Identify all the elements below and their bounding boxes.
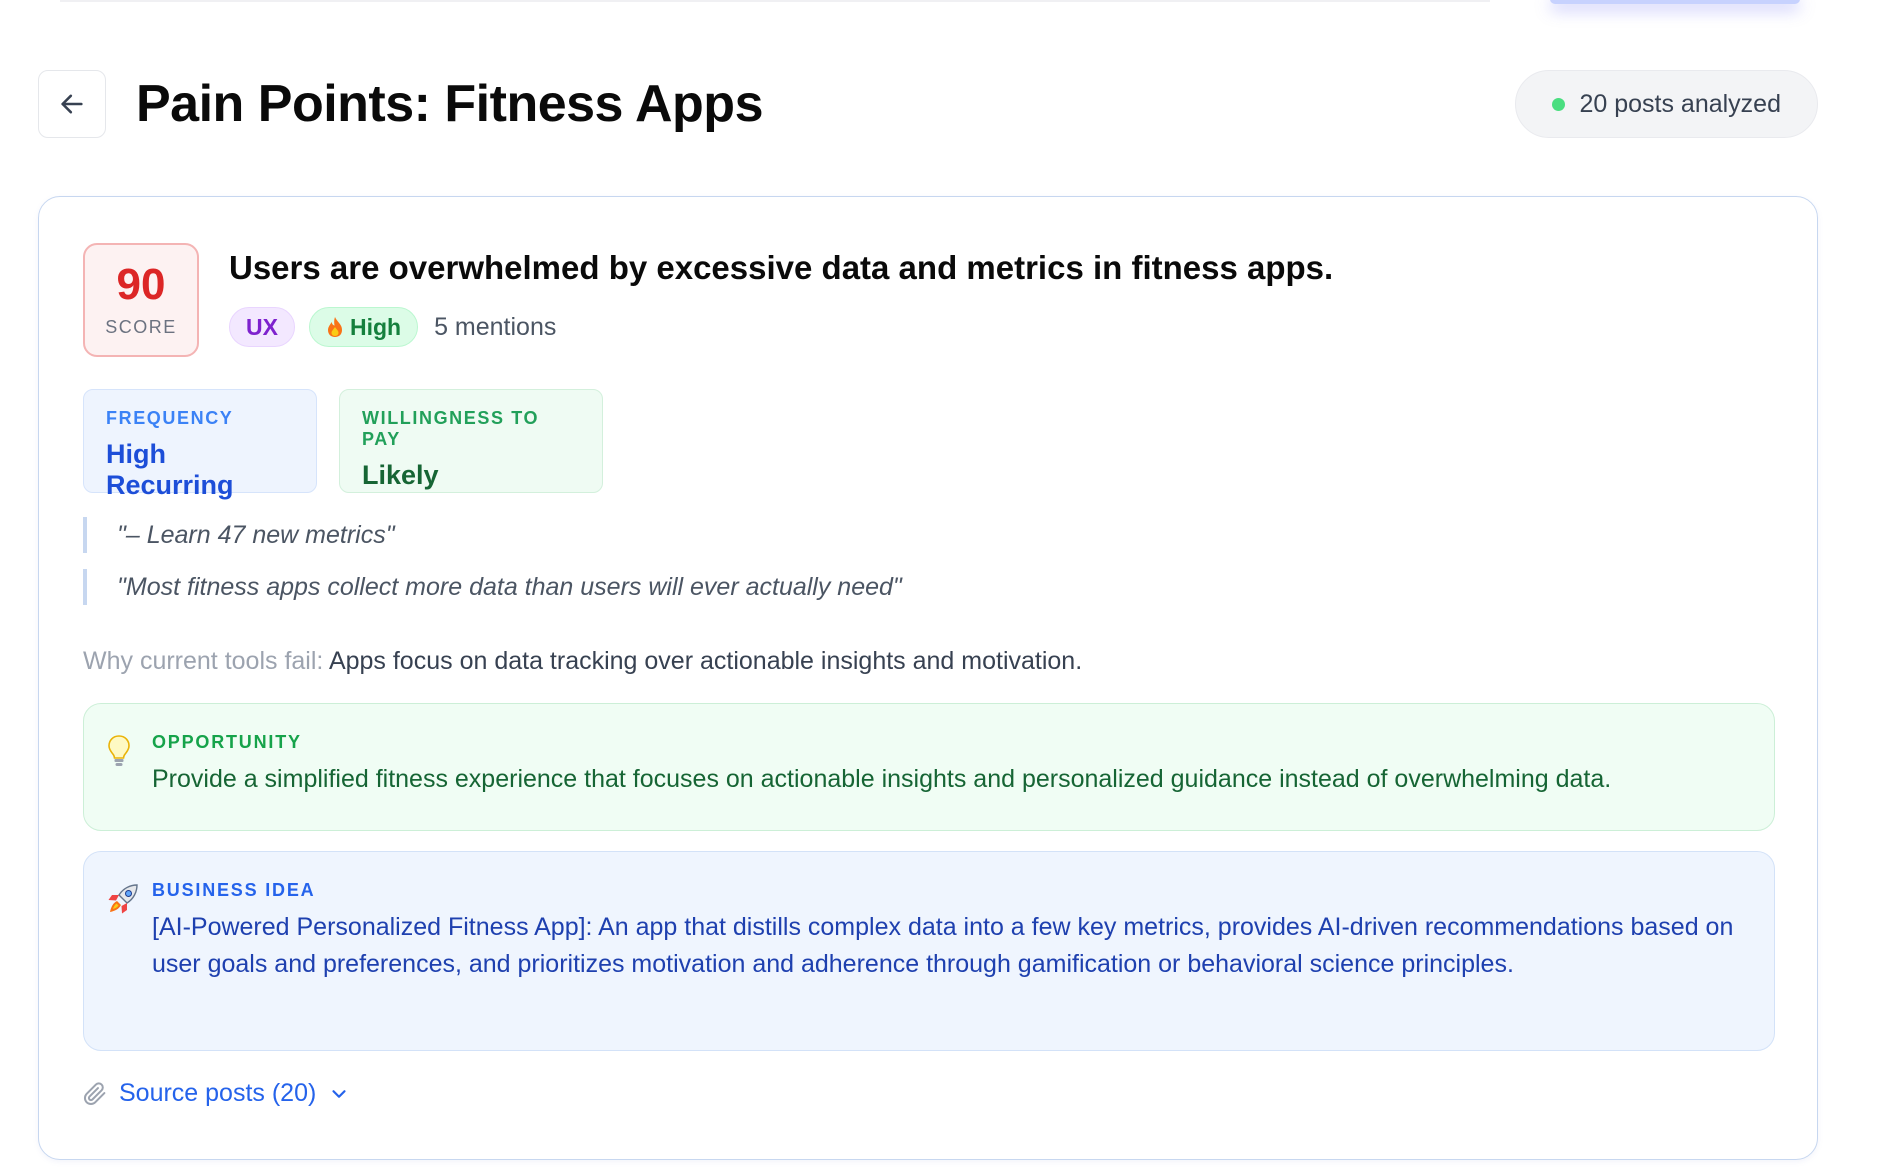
- severity-tag: [309, 307, 418, 347]
- category-tag: [229, 307, 295, 347]
- tag-row: [229, 307, 556, 347]
- quote-item: "Most fitness apps collect more data than users will ever actually need": [83, 569, 902, 605]
- posts-analyzed-label: 20 posts analyzed: [1579, 89, 1781, 118]
- paperclip-icon: [83, 1081, 107, 1107]
- top-action-glow: [1550, 0, 1800, 4]
- business-idea-text: [AI-Powered Personalized Fitness App]: An app that distills complex data into a few key metrics, provides AI-driven recommendations based on user goals and preferences, and prioritizes motivation and adherence through gamification or behavioral science principles.: [152, 913, 1734, 978]
- flame-icon: [326, 316, 344, 338]
- willingness-label: WILLINGNESS TO PAY: [362, 408, 540, 449]
- category-tag-label: UX: [246, 313, 278, 340]
- mentions-count: 5 mentions: [434, 312, 557, 341]
- back-button[interactable]: [38, 70, 106, 138]
- top-divider: [60, 0, 1490, 2]
- business-idea-panel: [83, 851, 1775, 1051]
- posts-analyzed-badge: [1515, 70, 1818, 138]
- rocket-icon: [106, 882, 140, 916]
- page-title: Pain Points: Fitness Apps: [136, 75, 763, 133]
- pain-point-card: [38, 196, 1818, 1160]
- willingness-value: Likely: [362, 460, 439, 490]
- status-dot-icon: [1552, 98, 1565, 111]
- pain-point-headline: Users are overwhelmed by excessive data and metrics in fitness apps.: [229, 249, 1334, 286]
- arrow-left-icon: [58, 90, 86, 118]
- opportunity-label: OPPORTUNITY: [152, 732, 302, 752]
- why-tools-fail: [83, 647, 1082, 676]
- opportunity-text: Provide a simplified fitness experience that focuses on actionable insights and personalized guidance instead of overwhelming data.: [152, 765, 1612, 793]
- lightbulb-icon: [106, 734, 132, 768]
- score-value: 90: [116, 259, 166, 309]
- frequency-metric: [83, 389, 317, 500]
- willingness-to-pay-metric: [339, 389, 603, 493]
- source-posts-toggle[interactable]: [83, 1079, 350, 1108]
- why-tools-fail-label: Why current tools fail:: [83, 647, 324, 675]
- source-posts-label[interactable]: Source posts (20): [119, 1079, 317, 1107]
- why-tools-fail-text: Apps focus on data tracking over actionable insights and motivation.: [328, 647, 1083, 675]
- frequency-label: FREQUENCY: [106, 408, 234, 428]
- opportunity-panel: [83, 703, 1775, 831]
- business-idea-label: BUSINESS IDEA: [152, 880, 316, 900]
- score-label: SCORE: [105, 316, 177, 337]
- page-header: [38, 70, 1818, 138]
- score-badge: [83, 243, 199, 357]
- frequency-value: High Recurring: [106, 439, 234, 500]
- quote-item: "– Learn 47 new metrics": [83, 517, 395, 553]
- chevron-down-icon[interactable]: [328, 1083, 350, 1105]
- severity-tag-label: High: [349, 313, 402, 340]
